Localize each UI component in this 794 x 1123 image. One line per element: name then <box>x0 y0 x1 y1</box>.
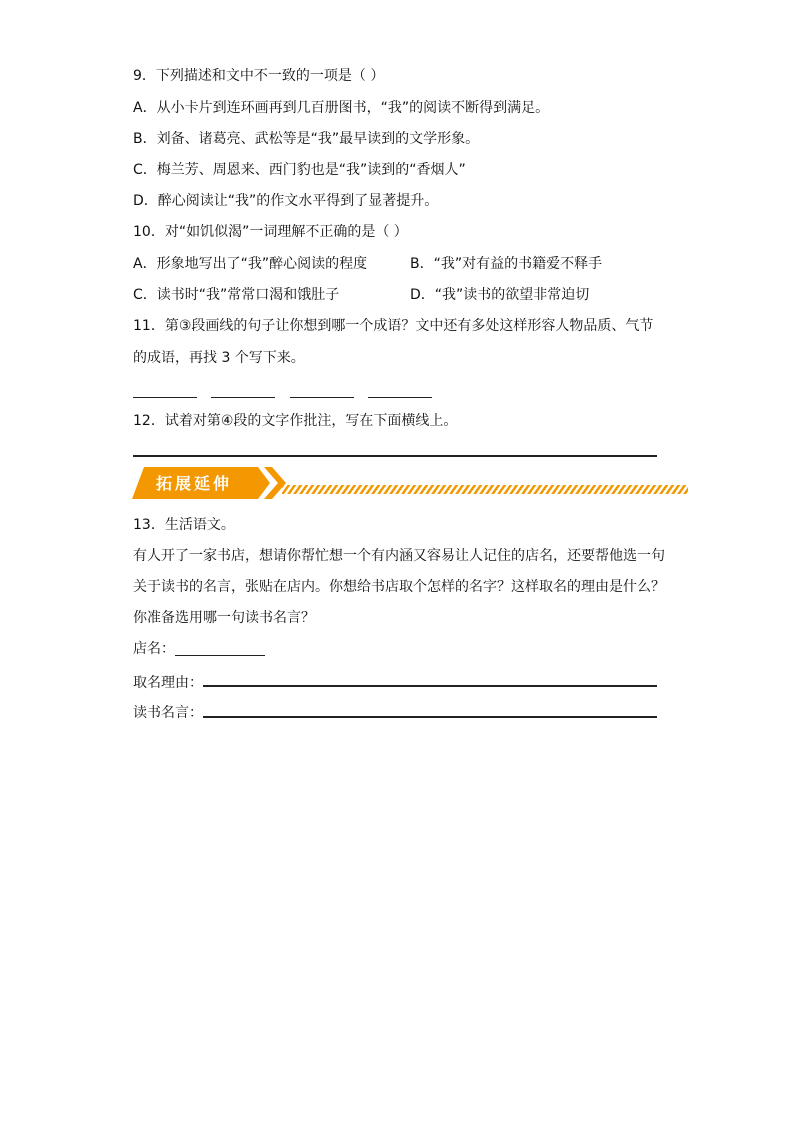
q10-question: 10．对“如饥似渴”一词理解不正确的是（ ） <box>133 224 408 240</box>
q11-question-line1: 11．第③段画线的句子让你想到哪一个成语？文中还有多处这样形容人物品质、气节 <box>133 318 654 334</box>
q11-blank-3[interactable] <box>290 383 354 398</box>
q10-option-b: B．“我”对有益的书籍爱不释手 <box>410 256 603 272</box>
q9-option-c: C．梅兰芳、周恩来、西门豹也是“我”读到的“香烟人” <box>133 162 466 178</box>
q11-blank-2[interactable] <box>211 383 275 398</box>
q11-blank-1[interactable] <box>133 383 197 398</box>
shop-name-label: 店名： <box>133 641 175 657</box>
q12-question: 12．试着对第④段的文字作批注，写在下面横线上。 <box>133 413 458 429</box>
section-title: 拓展延伸 <box>155 474 233 493</box>
q13-paragraph-line1: 有人开了一家书店，想请你帮忙想一个有内涵又容易让人记住的店名，还要帮他选一句 <box>133 548 665 564</box>
q11-answer-blanks <box>133 378 442 398</box>
q10-option-a: A．形象地写出了“我”醉心阅读的程度 <box>133 256 368 272</box>
q9-option-b: B．刘备、诸葛亮、武松等是“我”最早读到的文学形象。 <box>133 131 480 147</box>
q13-question: 13．生活语文。 <box>133 517 235 533</box>
reason-field[interactable] <box>203 685 657 687</box>
q13-paragraph-line3: 你准备选用哪一句读书名言？ <box>133 610 315 626</box>
q13-paragraph-line2: 关于读书的名言，张贴在店内。你想给书店取个怎样的名字？这样取名的理由是什么？ <box>133 579 665 595</box>
q9-option-d: D．醉心阅读让“我”的作文水平得到了显著提升。 <box>133 193 439 209</box>
banner-stripe-bar <box>282 485 688 494</box>
q10-option-c: C．读书时“我”常常口渴和饿肚子 <box>133 287 340 303</box>
quote-label: 读书名言： <box>133 705 203 721</box>
q11-question-line2: 的成语，再找 3 个写下来。 <box>133 350 305 366</box>
section-banner <box>132 467 688 499</box>
reason-label: 取名理由： <box>133 675 203 691</box>
q10-option-d: D．“我”读书的欲望非常迫切 <box>410 287 590 303</box>
q12-answer-line[interactable] <box>133 455 657 457</box>
q9-question: 9．下列描述和文中不一致的一项是（ ） <box>133 68 385 84</box>
shop-name-field[interactable] <box>175 655 265 656</box>
q9-option-a: A．从小卡片到连环画再到几百册图书，“我”的阅读不断得到满足。 <box>133 100 550 116</box>
q11-blank-4[interactable] <box>368 383 432 398</box>
quote-field[interactable] <box>203 716 657 718</box>
